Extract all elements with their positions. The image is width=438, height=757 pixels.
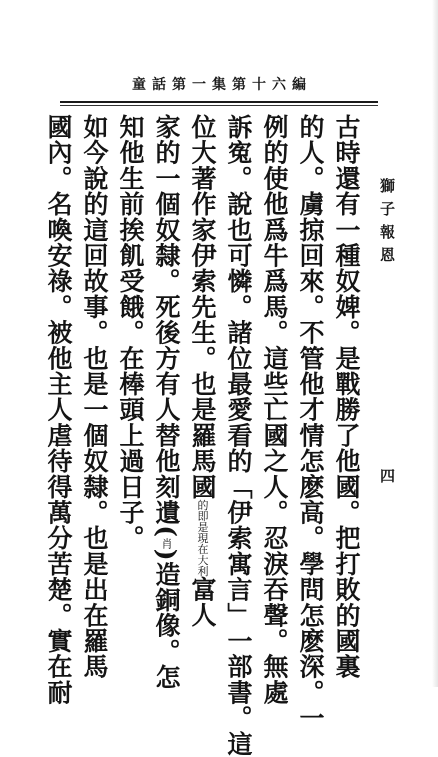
text-column-6-mid: )造銅 [152, 548, 181, 613]
annotation-italy: 的即是現在大利 [196, 499, 209, 577]
text-column-2: 的人。虜掠回來。不管他才情怎麽高。學問怎麽深。一 [296, 114, 325, 731]
annotation-xiao: 肖 [160, 537, 173, 549]
body-text [44, 114, 364, 757]
text-column-4: 訴寃。說也可憐。諸位最愛看的「伊索寓言」一部書。這 [224, 114, 253, 757]
text-column-5 [184, 114, 220, 634]
page-number: 四 [378, 468, 396, 483]
text-column-9: 國內。名喚安祿。被他主人虐待得萬分苦楚。實在耐 [44, 114, 73, 706]
text-column-6-main: 家的一個奴隸。死後方有人替他刻遺( [152, 114, 181, 538]
text-column-5-main: 位大著作家伊索先生。也是羅馬國 [188, 114, 217, 500]
text-column-3: 例的使他爲牛爲馬。這些亡國之人。忍淚吞聲。無處 [260, 114, 289, 706]
header-rule [60, 101, 378, 103]
text-column-7: 知他生前挨飢受餓。在棒頭上過日子。 [116, 114, 145, 551]
header-rule-thin [60, 105, 378, 106]
side-title: 獅子報恩 [378, 178, 396, 270]
text-column-6 [148, 114, 184, 690]
running-header: 童話第一集第十六編 [132, 77, 312, 93]
text-column-5-tail: 富人 [188, 576, 217, 628]
text-column-8: 如今說的這回故事。也是一個奴隸。也是出在羅馬 [80, 114, 109, 680]
page-edge-shadow [432, 0, 438, 687]
text-column-6-tail: 像。怎 [152, 612, 181, 690]
text-column-1: 古時還有一種奴婢。是戰勝了他國。把打敗的國裏 [332, 114, 361, 680]
